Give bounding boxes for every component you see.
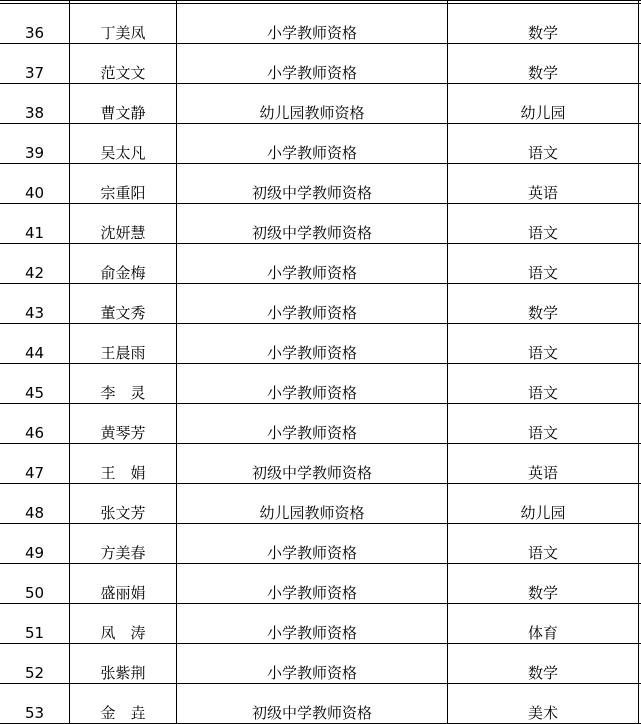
name-cell: 凤 涛 — [100, 624, 146, 642]
row-divider — [0, 683, 641, 684]
row-divider — [0, 163, 641, 164]
subject-cell: 语文 — [527, 224, 558, 242]
qualification-cell: 小学教师资格 — [266, 664, 357, 682]
table-row — [0, 483, 641, 523]
subject-cell: 语文 — [527, 144, 558, 162]
name-cell: 王晨雨 — [100, 344, 146, 362]
subject-cell: 数学 — [527, 584, 558, 602]
row-number-cell: 41 — [24, 224, 45, 242]
qualification-cell: 初级中学教师资格 — [251, 184, 372, 202]
qualification-cell: 初级中学教师资格 — [251, 704, 372, 722]
name-cell: 张紫荆 — [100, 664, 146, 682]
qualification-cell: 小学教师资格 — [266, 144, 357, 162]
row-number-cell: 38 — [24, 104, 45, 122]
column-divider — [176, 0, 177, 724]
row-number-cell: 53 — [24, 704, 45, 722]
table-row — [0, 163, 641, 203]
table-row — [0, 563, 641, 603]
name-cell: 李 灵 — [100, 384, 146, 402]
row-divider — [0, 203, 641, 204]
table-row — [0, 523, 641, 563]
row-divider — [0, 283, 641, 284]
subject-cell: 美术 — [527, 704, 558, 722]
name-cell: 宗重阳 — [100, 184, 146, 202]
name-cell: 吴太凡 — [100, 144, 146, 162]
qualification-cell: 小学教师资格 — [266, 544, 357, 562]
row-divider — [0, 523, 641, 524]
qualification-cell: 初级中学教师资格 — [251, 464, 372, 482]
name-cell: 俞金梅 — [100, 264, 146, 282]
qualification-cell: 小学教师资格 — [266, 584, 357, 602]
qualification-cell: 幼儿园教师资格 — [259, 104, 365, 122]
name-cell: 张文芳 — [100, 504, 146, 522]
column-divider — [69, 0, 70, 724]
subject-cell: 数学 — [527, 664, 558, 682]
subject-cell: 英语 — [527, 464, 558, 482]
subject-cell: 语文 — [527, 264, 558, 282]
qualification-cell: 小学教师资格 — [266, 624, 357, 642]
row-divider — [0, 363, 641, 364]
name-cell: 金 垚 — [100, 704, 146, 722]
name-cell: 沈妍慧 — [100, 224, 146, 242]
table-row — [0, 283, 641, 323]
row-divider — [0, 123, 641, 124]
table-row — [0, 3, 641, 43]
table-row — [0, 243, 641, 283]
subject-cell: 幼儿园 — [520, 504, 566, 522]
subject-cell: 语文 — [527, 344, 558, 362]
row-divider — [0, 323, 641, 324]
table-row — [0, 683, 641, 723]
subject-cell: 数学 — [527, 64, 558, 82]
row-divider — [0, 243, 641, 244]
row-number-cell: 47 — [24, 464, 45, 482]
table-row — [0, 603, 641, 643]
row-number-cell: 39 — [24, 144, 45, 162]
subject-cell: 幼儿园 — [520, 104, 566, 122]
qualification-cell: 小学教师资格 — [266, 344, 357, 362]
row-number-cell: 50 — [24, 584, 45, 602]
table-row — [0, 83, 641, 123]
row-number-cell: 40 — [24, 184, 45, 202]
name-cell: 盛丽娟 — [100, 584, 146, 602]
row-divider — [0, 43, 641, 44]
row-divider — [0, 443, 641, 444]
row-divider — [0, 3, 641, 4]
subject-cell: 语文 — [527, 424, 558, 442]
column-divider — [447, 0, 448, 724]
row-divider — [0, 483, 641, 484]
row-number-cell: 49 — [24, 544, 45, 562]
table-row — [0, 643, 641, 683]
name-cell: 范文文 — [100, 64, 146, 82]
row-number-cell: 36 — [24, 24, 45, 42]
row-number-cell: 43 — [24, 304, 45, 322]
table-row — [0, 43, 641, 83]
table-row — [0, 363, 641, 403]
qualification-cell: 小学教师资格 — [266, 384, 357, 402]
subject-cell: 数学 — [527, 304, 558, 322]
subject-cell: 语文 — [527, 384, 558, 402]
qualification-cell: 初级中学教师资格 — [251, 224, 372, 242]
row-number-cell: 51 — [24, 624, 45, 642]
row-number-cell: 45 — [24, 384, 45, 402]
name-cell: 王 娟 — [100, 464, 146, 482]
name-cell: 曹文静 — [100, 104, 146, 122]
row-number-cell: 44 — [24, 344, 45, 362]
name-cell: 黄琴芳 — [100, 424, 146, 442]
subject-cell: 数学 — [527, 24, 558, 42]
qualification-cell: 小学教师资格 — [266, 24, 357, 42]
row-divider — [0, 403, 641, 404]
name-cell: 方美春 — [100, 544, 146, 562]
name-cell: 董文秀 — [100, 304, 146, 322]
row-divider — [0, 643, 641, 644]
table-row — [0, 403, 641, 443]
qualification-cell: 小学教师资格 — [266, 264, 357, 282]
qualification-cell: 小学教师资格 — [266, 64, 357, 82]
row-divider — [0, 563, 641, 564]
row-number-cell: 37 — [24, 64, 45, 82]
row-number-cell: 42 — [24, 264, 45, 282]
qualification-cell: 幼儿园教师资格 — [259, 504, 365, 522]
subject-cell: 体育 — [527, 624, 558, 642]
table-row — [0, 443, 641, 483]
row-number-cell: 46 — [24, 424, 45, 442]
row-divider — [0, 83, 641, 84]
row-divider — [0, 0, 641, 1]
row-number-cell: 52 — [24, 664, 45, 682]
row-number-cell: 48 — [24, 504, 45, 522]
qualification-cell: 小学教师资格 — [266, 304, 357, 322]
row-divider — [0, 603, 641, 604]
name-cell: 丁美凤 — [100, 24, 146, 42]
table-row — [0, 323, 641, 363]
column-divider — [638, 0, 639, 724]
qualification-cell: 小学教师资格 — [266, 424, 357, 442]
subject-cell: 语文 — [527, 544, 558, 562]
table-row — [0, 123, 641, 163]
table-row — [0, 203, 641, 243]
subject-cell: 英语 — [527, 184, 558, 202]
